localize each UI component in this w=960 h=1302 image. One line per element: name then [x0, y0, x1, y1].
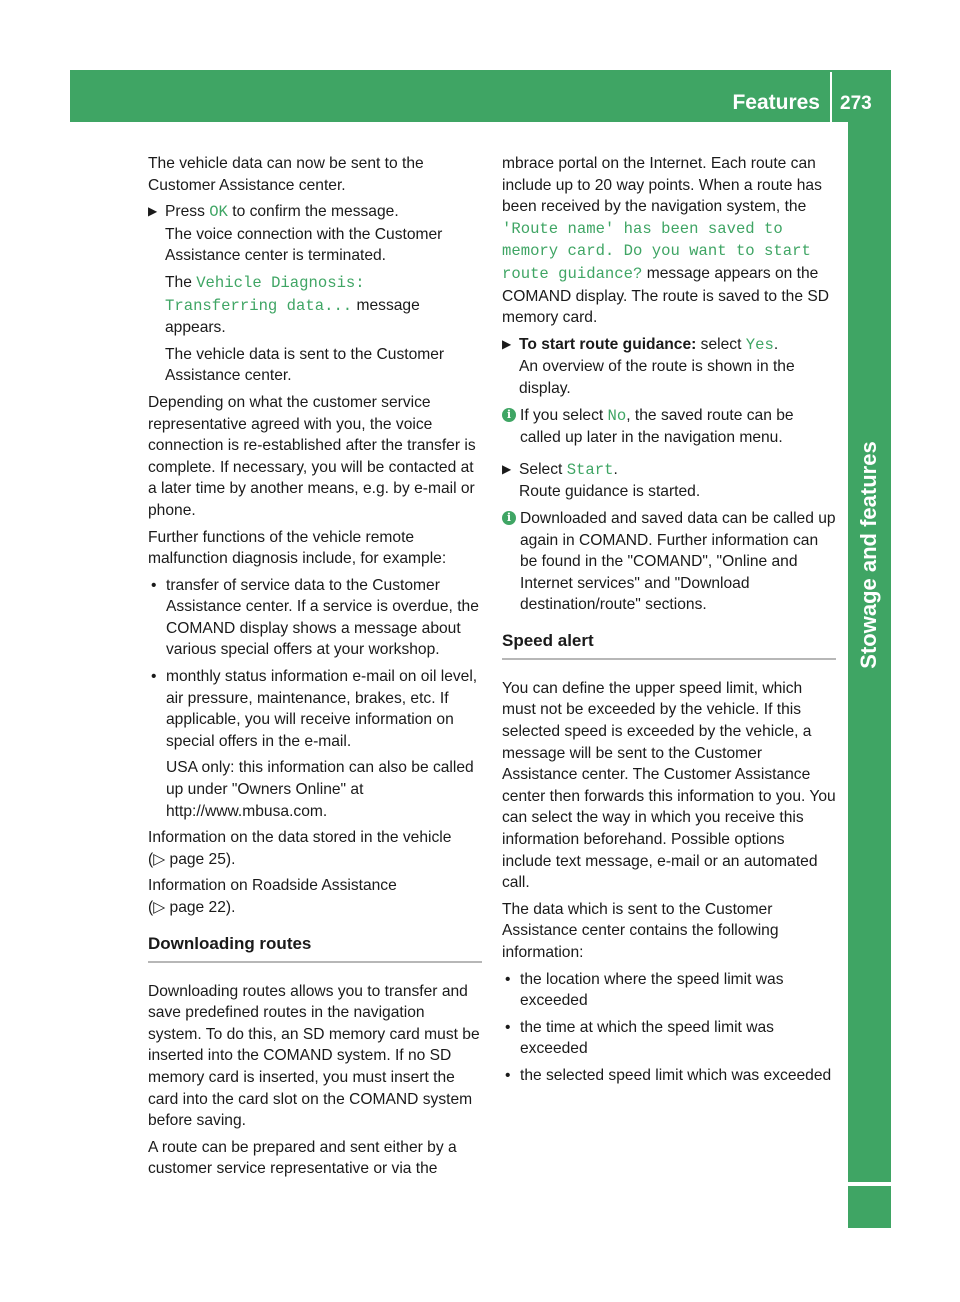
- cross-reference[interactable]: Information on the data stored in the vehicle (▷ page 25).: [148, 829, 452, 868]
- info-icon: i: [502, 511, 516, 525]
- info-icon: i: [502, 408, 516, 422]
- paragraph: A route can be prepared and sent either by a customer service representative or via the: [148, 1138, 457, 1178]
- step-text: Press: [165, 203, 210, 221]
- list-item: • transfer of service data to the Customer Assistance center. If a service is overdue, the COMAND display shows a message about various special offers at your workshop.: [151, 576, 479, 659]
- instruction-step: [148, 201, 482, 387]
- info-note: i Downloaded and saved data can be called up again in COMAND. Further information can be found in the "COMAND", "Online and Internet services" and "Download destination/route" sections.: [502, 508, 836, 616]
- display-message: Vehicle Diagnosis: Transferring data...: [165, 273, 365, 315]
- paragraph: Depending on what the customer service representative agreed with you, the voice connection is re-established after the transfer is complete. If necessary, you will be contacted at a later time by another means, e.g. by e-mail or phone.: [148, 393, 476, 519]
- step-text: to confirm the message.: [227, 203, 399, 221]
- step-arrow-icon: ▶: [502, 336, 512, 351]
- cross-reference[interactable]: Information on Roadside Assistance (▷ page 22).: [148, 877, 397, 916]
- side-thumb-tab: [848, 1186, 891, 1228]
- bullet-icon: •: [505, 1018, 511, 1036]
- list-item: • the location where the speed limit was exceeded: [505, 970, 784, 1010]
- list-item-continuation: USA only: this information can also be called up under "Owners Online" at http://www.mbusa.com.: [166, 759, 474, 820]
- bullet-icon: •: [505, 970, 511, 988]
- step-result: Route guidance is started.: [519, 483, 701, 501]
- step-result: An overview of the route is shown in the display.: [519, 358, 795, 397]
- right-column: [502, 153, 836, 1092]
- info-note: i If you select No, the saved route can be called up later in the navigation menu.: [502, 405, 836, 449]
- paragraph: You can define the upper speed limit, which must not be exceeded by the vehicle. If this selected speed is exceeded by the vehicle, a message will be sent to the Customer Assistance center. The Customer Assistance center then forwards this information to you. You can select the way in which you receive this information beforehand. Possible options include text message, e-mail or an automated call.: [502, 679, 836, 892]
- list-item: • the time at which the speed limit was exceeded: [505, 1018, 774, 1058]
- step-arrow-icon: ▶: [148, 204, 158, 219]
- display-message: OK: [209, 203, 228, 222]
- side-section-title: Stowage and features: [856, 441, 881, 669]
- header-divider: [830, 72, 832, 122]
- display-message: 'Route name' has been saved to memory card. Do you want to start route guidance?: [502, 219, 811, 283]
- paragraph: mbrace portal on the Internet. Each route can include up to 20 way points. When a route has been received by the navigation system, the 'Route name' has been saved to memory card. Do you want to start route guidance? message appears on the COMAND display. The route is saved to the SD memory card.: [502, 155, 830, 327]
- step-arrow-icon: ▶: [502, 461, 512, 476]
- bullet-icon: •: [151, 576, 157, 594]
- instruction-step: ▶ Select Start. Route guidance is started.: [502, 459, 836, 503]
- paragraph: Further functions of the vehicle remote malfunction diagnosis include, for example:: [148, 528, 447, 568]
- paragraph: Downloading routes allows you to transfer and save predefined routes in the navigation system. To do this, an SD memory card must be inserted into the COMAND system. If no SD memory card is inserted, you must insert the card into the card slot on the COMAND system before saving.: [148, 982, 480, 1130]
- display-message: Yes: [745, 335, 774, 354]
- step-result: The vehicle data is sent to the Customer Assistance center.: [165, 345, 445, 385]
- section-heading: Speed alert: [502, 630, 836, 660]
- display-message: No: [607, 406, 627, 425]
- section-heading: Downloading routes: [148, 933, 482, 963]
- page-header-title: Features: [732, 91, 820, 114]
- left-column: [148, 153, 482, 1185]
- paragraph: The vehicle data can now be sent to the Customer Assistance center.: [148, 155, 424, 194]
- step-result: The voice connection with the Customer Assistance center is terminated.: [165, 225, 443, 265]
- instruction-step: ▶ To start route guidance: select Yes. An overview of the route is shown in the display.: [502, 334, 836, 400]
- bullet-icon: •: [151, 668, 157, 686]
- list-item: • the selected speed limit which was exceeded: [502, 1065, 836, 1087]
- list-item: • monthly status information e-mail on oil level, air pressure, maintenance, brakes, etc. If applicable, you will receive information on special offers in the e-mail.: [151, 668, 478, 750]
- paragraph: The data which is sent to the Customer Assistance center contains the following information:: [502, 900, 779, 961]
- display-message: Start: [566, 460, 614, 479]
- page-number: 273: [840, 93, 872, 114]
- step-result: The Vehicle Diagnosis: Transferring data... message appears.: [165, 273, 420, 337]
- bullet-icon: •: [505, 1066, 511, 1084]
